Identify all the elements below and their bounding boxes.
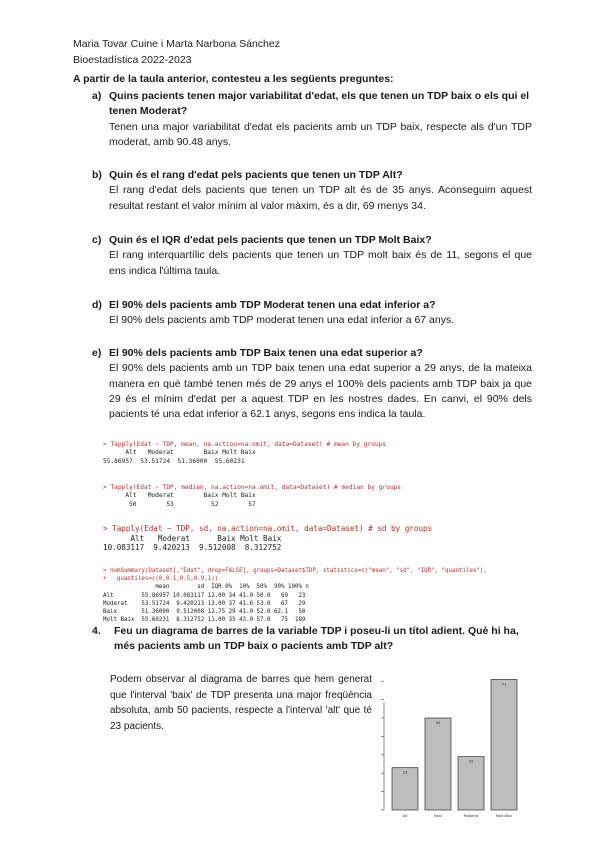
r-values: 10.083117 9.420213 9.512008 8.312752 [103, 543, 282, 553]
r-row: Moderat 53.51724 9.420213 13.00 37 41.6 53.0 67 29 [103, 600, 306, 607]
r-output-numsummary [103, 567, 487, 624]
question-text: Quins pacients tenen major variabilitat d'edat, els que tenen un TDP baix o els qui el tenen Moderat? [109, 90, 530, 118]
question-letter: e) [92, 347, 102, 359]
r-values: 55.86957 53.51724 51.36000 55.60231 [103, 457, 245, 465]
bar-value-label: 23 [402, 770, 408, 775]
x-tick-label: Molt Baix [495, 814, 513, 818]
r-header: Alt Moderat Baix Molt Baix [103, 533, 282, 543]
section-4-text: Feu un diagrama de barres de la variable TDP i poseu-li un títol adient. Què hi ha, més pacients amb un TDP baix o pacients amb TDP alt? [114, 625, 519, 653]
answer-text: Tenen una major variabilitat d'edat els pacients amb un TDP baix, respecte als d'un TDP moderat, amb 90.48 anys. [109, 120, 532, 148]
question-text: El 90% dels pacients amb TDP Moderat tenen una edat inferior a? [109, 299, 436, 311]
question-letter: a) [92, 90, 102, 102]
r-command-cont: + quantiles=c(0,0.1,0.5,0.9,1)) [103, 576, 219, 583]
r-header: Alt Moderat Baix Molt Baix [103, 449, 256, 457]
section-number: 4. [92, 625, 101, 637]
tdp-bar-chart [362, 664, 542, 829]
r-row: Baix 51.36000 9.512008 12.75 29 41.0 52.0 62.1 50 [103, 609, 306, 616]
question-a [92, 89, 532, 150]
r-header: mean sd IQR 0% 10% 50% 90% 100% n [103, 584, 309, 591]
question-d [92, 298, 532, 329]
answer-text: El 90% dels pacients amb TDP moderat tenen una edat inferior a 67 anys. [109, 314, 455, 327]
bar-moderat [458, 757, 484, 810]
r-values: 50 53 52 57 [103, 500, 256, 508]
question-letter: c) [92, 234, 102, 246]
question-text: El 90% dels pacients amb TDP Baix tenen una edat superior a? [109, 347, 423, 359]
intro-heading: A partir de la taula anterior, contesteu a les següents preguntes: [73, 73, 394, 85]
bar-baix [425, 718, 451, 810]
section-4-question [92, 624, 522, 655]
r-command: > Tapply(Edat ~ TDP, mean, na.action=na.omit, data=Dataset) # mean by groups [103, 441, 387, 448]
question-letter: d) [92, 299, 102, 311]
r-header: Alt Moderat Baix Molt Baix [103, 492, 256, 500]
r-output-sd [103, 524, 432, 553]
r-row: Alt 55.86957 10.083117 12.00 34 41.0 50.0 69 23 [103, 592, 306, 599]
question-text: Quin és el rang d'edat pels pacients que tenen un TDP Alt? [109, 169, 403, 181]
x-tick-label: Alt [402, 814, 408, 818]
question-text: Quin és el IQR d'edat pels pacients que tenen un TDP Molt Baix? [109, 234, 432, 246]
question-b [92, 168, 532, 214]
question-c [92, 233, 532, 279]
course: Bioestadística 2022-2023 [73, 54, 192, 66]
bar-value-label: 71 [501, 682, 507, 687]
answer-text: El rang interquartílic dels pacients que tenen un TDP molt baix és de 11, segons el que ens indica l'última taula. [109, 249, 532, 277]
r-command: > Tapply(Edat ~ TDP, sd, na.action=na.omit, data=Dataset) # sd by groups [103, 524, 433, 533]
r-command: > Tapply(Edat ~ TDP, median, na.action=na.omit, data=Dataset) # median by groups [103, 484, 402, 491]
answer-text: El 90% dels pacients amb un TDP baix tenen una edat superior a 29 anys, de la mateixa manera en què també tenen més de 29 anys el 100% dels pacients amb TDP baix ja que 29 és el mínim d'edat per a aquest TDP en les nostres dades. En canvi, el 90% dels pacients té una edat inferior a 62.1 anys, segons ens indica la taula. [109, 362, 532, 421]
r-row: Molt Baix 55.60231 8.312752 11.00 35 43.0 57.0 75 189 [103, 617, 306, 624]
r-output-median [103, 484, 401, 509]
question-e [92, 346, 532, 422]
r-output-mean [103, 441, 386, 466]
bar-molt-baix [491, 679, 517, 810]
bar-value-label: 50 [435, 721, 441, 725]
section-4-answer: Podem observar al diagrama de barres que hem generat que l'interval 'baix' de TDP presenta una major freqüència absoluta, amb 50 pacients, respecte a l'interval 'alt' que té 23 pacients. [110, 674, 372, 732]
x-tick-label: Baix [434, 814, 442, 818]
question-letter: b) [92, 169, 102, 181]
r-command: > numSummary(Dataset[,"Edat", drop=FALSE], groups=Dataset$TDP, statistics=c("mean", "sd", "IQR", "quantiles"), [103, 568, 487, 574]
authors: Maria Tovar Cuine i Marta Narbona Sánchez [73, 38, 280, 50]
bar-value-label: 29 [468, 759, 474, 764]
answer-text: El rang d'edat dels pacients que tenen un TDP alt és de 35 anys. Aconseguim aquest resultat restant el valor mínim al valor màxim, és a dir, 69 menys 34. [109, 184, 532, 212]
x-tick-label: Moderat [463, 814, 479, 818]
